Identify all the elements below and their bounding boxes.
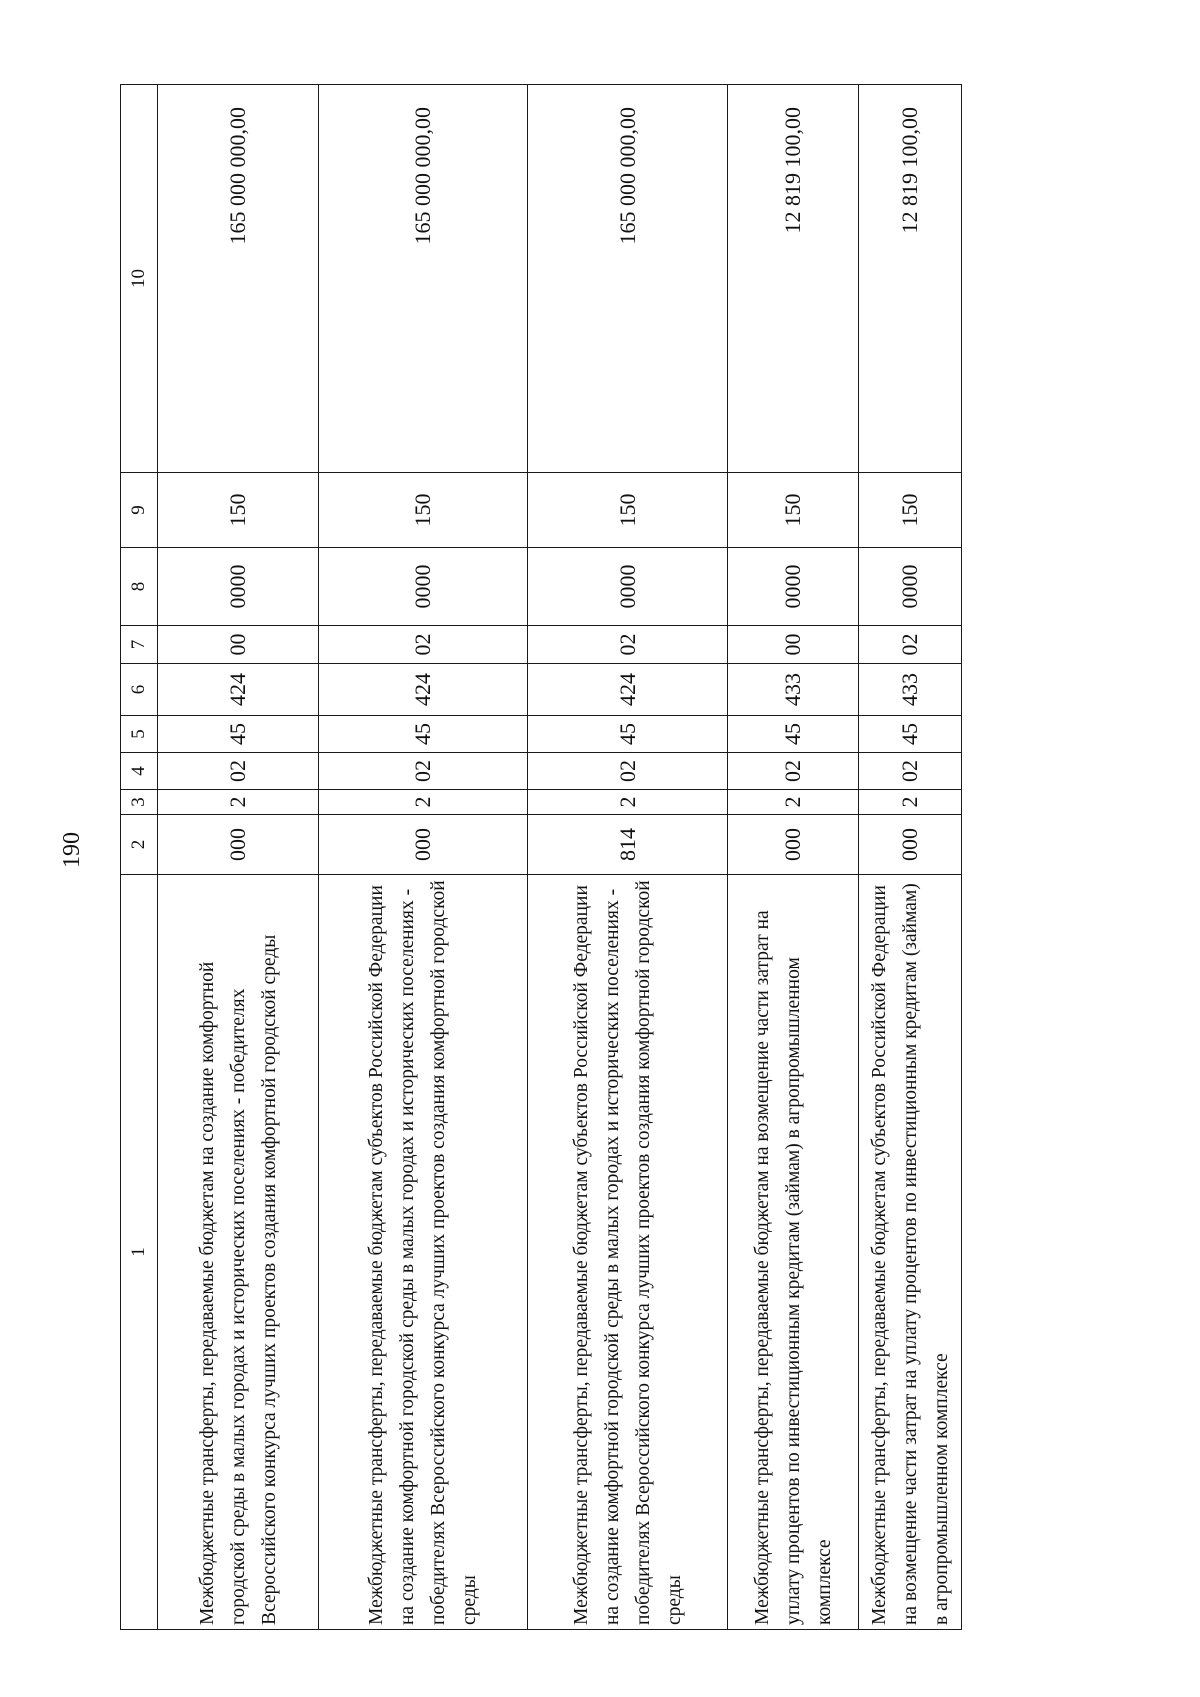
row-code-5: 45	[319, 716, 528, 753]
row-code-4: 02	[528, 753, 728, 790]
row-code-9: 150	[319, 473, 528, 548]
table-header-row	[121, 85, 158, 1630]
row-amount: 12 819 100,00	[728, 85, 859, 473]
row-code-3: 2	[528, 790, 728, 815]
header-col-7: 7	[121, 626, 158, 664]
table-row	[728, 85, 859, 1630]
row-code-5: 45	[728, 716, 859, 753]
header-col-3: 3	[121, 790, 158, 815]
row-amount: 165 000 000,00	[158, 85, 319, 473]
table-row	[859, 85, 962, 1630]
row-code-4: 02	[859, 753, 962, 790]
header-col-6: 6	[121, 664, 158, 716]
row-amount: 165 000 000,00	[528, 85, 728, 473]
row-code-8: 0000	[528, 548, 728, 626]
row-amount: 12 819 100,00	[859, 85, 962, 473]
budget-table-container	[120, 85, 960, 1630]
row-code-6: 433	[728, 664, 859, 716]
header-col-4: 4	[121, 753, 158, 790]
row-amount: 165 000 000,00	[319, 85, 528, 473]
row-code-9: 150	[158, 473, 319, 548]
row-code-9: 150	[728, 473, 859, 548]
header-col-2: 2	[121, 815, 158, 875]
header-col-10: 10	[121, 85, 158, 473]
row-code-7: 00	[728, 626, 859, 664]
row-code-7: 02	[859, 626, 962, 664]
row-code-7: 02	[319, 626, 528, 664]
row-description: Межбюджетные трансферты, передаваемые бюджетам субъектов Российской Федерации на создание комфортной городской среды в малых городах и исторических поселениях - победителях Всероссийского конкурса лучших проектов создания комфортной городской среды	[319, 875, 528, 1630]
page-number: 190	[59, 832, 85, 868]
row-description: Межбюджетные трансферты, передаваемые бюджетам субъектов Российской Федерации на создание комфортной городской среды в малых городах и исторических поселениях - победителях Всероссийского конкурса лучших проектов создания комфортной городской среды	[528, 875, 728, 1630]
header-col-5: 5	[121, 716, 158, 753]
row-code-2: 000	[158, 815, 319, 875]
row-code-2: 814	[528, 815, 728, 875]
table-row	[158, 85, 319, 1630]
row-code-2: 000	[319, 815, 528, 875]
row-code-2: 000	[859, 815, 962, 875]
row-code-7: 00	[158, 626, 319, 664]
row-description: Межбюджетные трансферты, передаваемые бюджетам на возмещение части затрат на уплату процентов по инвестиционным кредитам (займам) в агропромышленном комплексе	[728, 875, 859, 1630]
row-code-9: 150	[859, 473, 962, 548]
row-code-3: 2	[319, 790, 528, 815]
row-code-6: 424	[158, 664, 319, 716]
row-code-6: 433	[859, 664, 962, 716]
row-code-5: 45	[859, 716, 962, 753]
row-code-8: 0000	[319, 548, 528, 626]
row-code-4: 02	[158, 753, 319, 790]
row-code-3: 2	[158, 790, 319, 815]
row-code-6: 424	[528, 664, 728, 716]
budget-table	[120, 84, 962, 1630]
row-code-8: 0000	[859, 548, 962, 626]
row-code-5: 45	[158, 716, 319, 753]
row-description: Межбюджетные трансферты, передаваемые бюджетам на создание комфортной городской среды в малых городах и исторических поселениях - победителях Всероссийского конкурса лучших проектов создания комфортной городской среды	[158, 875, 319, 1630]
table-row	[319, 85, 528, 1630]
row-code-3: 2	[728, 790, 859, 815]
header-col-9: 9	[121, 473, 158, 548]
row-code-4: 02	[319, 753, 528, 790]
row-code-3: 2	[859, 790, 962, 815]
row-code-7: 02	[528, 626, 728, 664]
row-code-8: 0000	[728, 548, 859, 626]
row-description: Межбюджетные трансферты, передаваемые бюджетам субъектов Российской Федерации на возмещение части затрат на уплату процентов по инвестиционным кредитам (займам) в агропромышленном комплексе	[859, 875, 962, 1630]
row-code-8: 0000	[158, 548, 319, 626]
row-code-2: 000	[728, 815, 859, 875]
header-col-8: 8	[121, 548, 158, 626]
table-row	[528, 85, 728, 1630]
row-code-9: 150	[528, 473, 728, 548]
row-code-5: 45	[528, 716, 728, 753]
row-code-6: 424	[319, 664, 528, 716]
header-col-1: 1	[121, 875, 158, 1630]
row-code-4: 02	[728, 753, 859, 790]
